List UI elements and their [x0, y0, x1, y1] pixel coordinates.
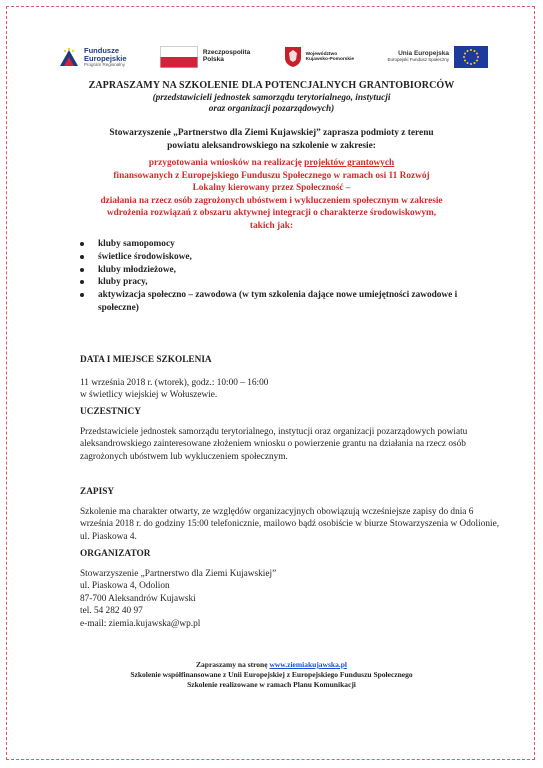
- scope-line3: Lokalny kierowany przez Społeczność –: [192, 183, 351, 193]
- organizer-section: [80, 548, 500, 631]
- date-line: 11 września 2018 r. (wtorek), godz.: 10:00 – 16:00: [80, 377, 269, 388]
- organizer-street: ul. Piaskowa 4, Odolion: [80, 581, 170, 592]
- intro-line2: powiatu aleksandrowskiego na szkolenie w zakresie:: [167, 140, 376, 151]
- organizer-city: 87-700 Aleksandrów Kujawski: [80, 593, 196, 604]
- polish-flag-icon: [160, 46, 198, 68]
- footer-invite: [40, 660, 503, 670]
- date-place-section: [80, 354, 500, 402]
- registration-text: Szkolenie ma charakter otwarty, ze względów organizacyjnych obowiązują wcześniejsze zapisy do dnia 6 września 2018 r. do godziny 15:00 telefonicznie, mailowo bądź osobiście w biurze Stowarzyszenia w Odolionie, ul. Piaskowa 4.: [80, 506, 500, 542]
- organizer-phone: tel. 54 282 40 97: [80, 606, 143, 617]
- scope-underlined-phrase: projektów grantowych: [304, 158, 395, 168]
- list-item: kluby samopomocy: [78, 238, 488, 251]
- fundusze-europejskie-emblem-icon: [58, 46, 80, 68]
- subtitle-line1: (przedstawicieli jednostek samorządu terytorialnego, instytucji: [152, 93, 391, 103]
- list-item: świetlice środowiskowe,: [78, 251, 488, 264]
- ue-line2: Europejski Fundusz Społeczny: [387, 57, 449, 63]
- participants-heading: UCZESTNICY: [80, 407, 141, 417]
- kujawsko-pomorskie-logo: [284, 46, 355, 68]
- subtitle-line2: oraz organizacji pozarządowych): [208, 104, 335, 114]
- coat-of-arms-icon: [284, 46, 302, 68]
- rp-line1: Rzeczpospolita: [202, 49, 251, 57]
- rp-line2: Polska: [202, 56, 224, 63]
- fundusze-europejskie-logo: [58, 46, 127, 68]
- unia-europejska-logo: [387, 46, 488, 68]
- fe-line2: Europejskie: [84, 53, 127, 63]
- place-line: w świetlicy wiejskiej w Wołuszewie.: [80, 390, 218, 401]
- participants-section: [80, 406, 500, 463]
- list-item: aktywizacja społeczno – zawodowa (w tym szkolenia dające nowe umiejętności zawodowe i społeczne): [78, 289, 488, 315]
- activity-list: [78, 238, 488, 315]
- organizer-email: e-mail: ziemia.kujawska@wp.pl: [80, 618, 201, 629]
- fe-line1: Fundusze: [84, 45, 119, 55]
- wk-line2: Kujawsko-Pomorskie: [305, 57, 355, 62]
- logo-strip: [58, 42, 488, 72]
- scope-line1-text: przygotowania wniosków na realizację: [148, 158, 305, 168]
- scope-line5: wdrożenia rozwiązań z obszaru aktywnej integracji o charakterze środowiskowym,: [106, 208, 437, 218]
- scope-line2: finansowanych z Europejskiego Funduszu Społecznego w ramach osi 11 Rozwój: [113, 170, 430, 181]
- scope-line6: takich jak:: [249, 220, 294, 231]
- footer-invite-text: Zapraszamy na stronę: [196, 660, 270, 669]
- participants-text: Przedstawiciele jednostek samorządu terytorialnego, instytucji oraz organizacji pozarządowych powiatu aleksandrowskiego zainteresowane złożeniem wniosku o powierzenie grantu na działania na rzecz osób zagrożonych ubóstwem lub wykluczeniem społecznym.: [80, 426, 468, 462]
- intro-line1: Stowarzyszenie „Partnerstwo dla Ziemi Kujawskiej” zaprasza podmioty z terenu: [109, 128, 434, 138]
- organizer-heading: ORGANIZATOR: [80, 549, 151, 559]
- footer: [40, 660, 503, 690]
- website-link[interactable]: www.ziemiakujawska.pl: [269, 660, 347, 669]
- list-item: kluby pracy,: [78, 276, 488, 289]
- list-item: kluby młodzieżowe,: [78, 264, 488, 277]
- footer-cofinance: Szkolenie współfinansowane z Unii Europejskiej z Europejskiego Funduszu Społecznego: [130, 670, 413, 679]
- training-scope: [40, 157, 503, 232]
- registration-section: [80, 486, 500, 543]
- ue-line1: Unia Europejska: [398, 50, 449, 58]
- scope-line1: [40, 157, 503, 170]
- intro-text: [40, 127, 503, 152]
- date-place-heading: DATA I MIEJSCE SZKOLENIA: [80, 355, 212, 365]
- registration-heading: ZAPISY: [80, 487, 115, 497]
- wk-line1: Województwo: [305, 51, 338, 57]
- organizer-name: Stowarzyszenie „Partnerstwo dla Ziemi Kujawskiej”: [80, 568, 277, 579]
- scope-line4: działania na rzecz osób zagrożonych ubóstwem i wykluczeniem społecznym w zakresie: [100, 195, 443, 206]
- fe-line3: Program Regionalny: [84, 61, 126, 67]
- rzeczpospolita-logo: [160, 46, 250, 68]
- page-subtitle: [40, 93, 503, 115]
- footer-plan: Szkolenie realizowane w ramach Planu Komunikacji: [187, 680, 356, 689]
- eu-flag-icon: [454, 46, 488, 68]
- page-title: ZAPRASZAMY NA SZKOLENIE DLA POTENCJALNYCH GRANTOBIORCÓW: [88, 80, 455, 91]
